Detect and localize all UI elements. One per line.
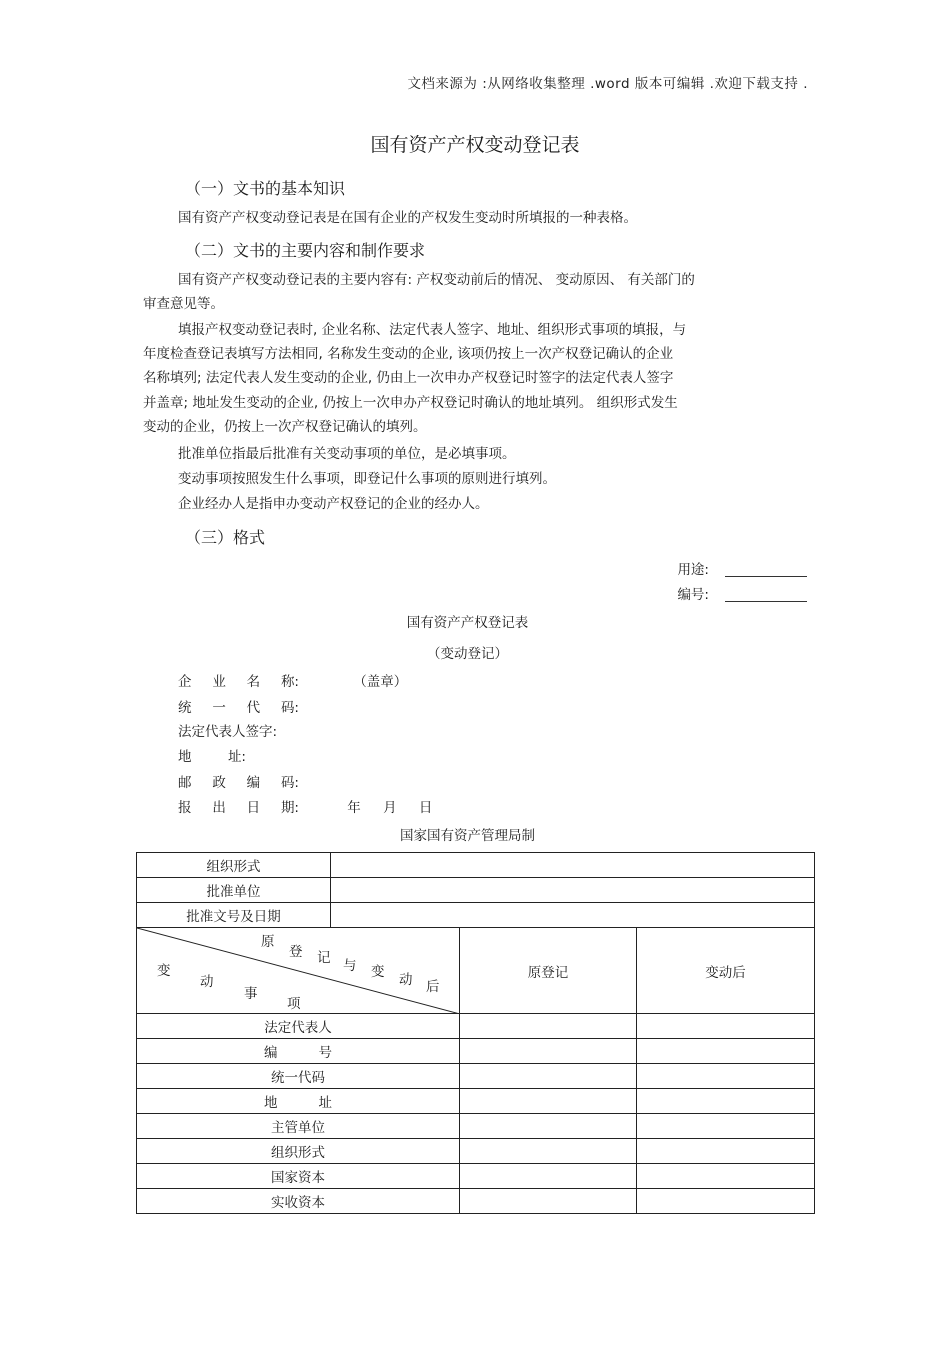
diag-top-char: 原: [261, 934, 275, 950]
section2-para2-line3: 名称填列; 法定代表人发生变动的企业, 仍由上一次申办产权登记时签字的法定代表人签字: [143, 370, 674, 386]
form-issuer: 国家国有资产管理局制: [400, 828, 535, 844]
table-row: [137, 1089, 815, 1114]
table-header-row: [137, 928, 815, 1014]
company-name-label: 企 业 名 称:: [178, 674, 299, 690]
input-cell[interactable]: [331, 853, 815, 878]
number-label: 编号:: [677, 587, 709, 603]
report-date-label: 报 出 日 期:: [178, 800, 299, 816]
usage-blank[interactable]: [725, 562, 807, 577]
legal-rep-sign-label: 法定代表人签字:: [178, 724, 278, 740]
usage-label: 用途:: [677, 562, 709, 578]
table-row: [137, 1164, 815, 1189]
item-label: 法定代表人: [137, 1014, 460, 1039]
item-label: 统一代码: [137, 1064, 460, 1089]
section2-para1-line1: 国有资产产权变动登记表的主要内容有: 产权变动前后的情况、 变动原因、 有关部门的: [178, 272, 695, 288]
original-cell[interactable]: [460, 1014, 637, 1039]
item-label: 主管单位: [137, 1114, 460, 1139]
original-cell[interactable]: [460, 1114, 637, 1139]
field-address: [178, 745, 246, 765]
page-title: 国有资产产权变动登记表: [370, 134, 580, 156]
field-report-date: [178, 796, 432, 816]
section2-para2-line4: 并盖章; 地址发生变动的企业, 仍按上一次申办产权登记时确认的地址填列。 组织形式发生: [143, 395, 678, 411]
section2-para2-line2: 年度检查登记表填写方法相同, 名称发生变动的企业, 该项仍按上一次产权登记确认的企业: [143, 346, 674, 362]
section2-para1-line2: 审查意见等。: [143, 296, 224, 312]
diag-top-char: 动: [399, 972, 413, 988]
date-day: 日: [418, 800, 433, 816]
diag-top-char: 后: [426, 979, 440, 995]
section3-heading: （三）格式: [185, 528, 266, 547]
row-label: 组织形式: [137, 853, 331, 878]
section1-text: 国有资产产权变动登记表是在国有企业的产权发生变动时所填报的一种表格。: [178, 210, 637, 226]
item-label: 国家资本: [137, 1164, 460, 1189]
form-title: 国有资产产权登记表: [406, 615, 529, 631]
item-label: 组织形式: [137, 1139, 460, 1164]
after-cell[interactable]: [637, 1189, 815, 1214]
input-cell[interactable]: [331, 903, 815, 928]
unified-code-label: 统 一 代 码:: [178, 700, 299, 716]
original-cell[interactable]: [460, 1164, 637, 1189]
date-year: 年: [347, 800, 361, 816]
section2-para2-line1: 填报产权变动登记表时, 企业名称、法定代表人签字、地址、组织形式事项的填报，与: [178, 322, 687, 338]
after-cell[interactable]: [637, 1039, 815, 1064]
after-cell[interactable]: [637, 1064, 815, 1089]
diagonal-header-cell: [137, 928, 460, 1014]
original-cell[interactable]: [460, 1189, 637, 1214]
diag-top-char: 记: [317, 950, 331, 966]
original-cell[interactable]: [460, 1039, 637, 1064]
diag-top-char: 登: [289, 944, 303, 960]
table-row: [137, 1114, 815, 1139]
section2-heading: （二）文书的主要内容和制作要求: [185, 241, 426, 260]
after-cell[interactable]: [637, 1114, 815, 1139]
field-legal-rep-sign: [178, 720, 277, 740]
field-company-name: [178, 670, 407, 690]
diag-bottom-char: 事: [244, 986, 258, 1002]
table-row: [137, 1039, 815, 1064]
table-row: [137, 1014, 815, 1039]
form-subtitle: （变动登记）: [427, 646, 508, 662]
diag-bottom-char: 动: [200, 974, 214, 990]
table-row: [137, 1139, 815, 1164]
postal-code-label: 邮 政 编 码:: [178, 775, 299, 791]
original-cell[interactable]: [460, 1089, 637, 1114]
section2-para2-line5: 变动的企业，仍按上一次产权登记确认的填列。: [143, 419, 427, 435]
after-cell[interactable]: [637, 1089, 815, 1114]
date-month: 月: [383, 800, 397, 816]
section2-para5: 企业经办人是指申办变动产权登记的企业的经办人。: [178, 496, 489, 512]
section2-para3: 批准单位指最后批准有关变动事项的单位，是必填事项。: [178, 446, 516, 462]
original-cell[interactable]: [460, 1064, 637, 1089]
diag-top-char: 与: [343, 958, 357, 974]
input-cell[interactable]: [331, 878, 815, 903]
diag-bottom-char: 项: [287, 996, 301, 1012]
field-postal-code: [178, 771, 299, 791]
number-blank[interactable]: [725, 587, 807, 602]
section2-para4: 变动事项按照发生什么事项，即登记什么事项的原则进行填列。: [178, 471, 556, 487]
item-label: 地 址: [137, 1089, 460, 1114]
after-cell[interactable]: [637, 1164, 815, 1189]
diag-bottom-char: 变: [157, 963, 171, 979]
field-unified-code: [178, 696, 299, 716]
address-label: 地 址:: [178, 749, 246, 765]
item-label: 实收资本: [137, 1189, 460, 1214]
original-cell[interactable]: [460, 1139, 637, 1164]
table-row: [137, 1189, 815, 1214]
diag-top-char: 变: [371, 964, 385, 980]
seal-note: （盖章）: [353, 674, 408, 690]
row-label: 批准文号及日期: [137, 903, 331, 928]
section1-heading: （一）文书的基本知识: [185, 179, 346, 198]
col-original-header: 原登记: [460, 928, 637, 1014]
item-label: 编 号: [137, 1039, 460, 1064]
table-row: [137, 878, 815, 903]
row-label: 批准单位: [137, 878, 331, 903]
after-cell[interactable]: [637, 1014, 815, 1039]
registration-table: [136, 852, 815, 1214]
number-field: [677, 583, 807, 603]
table-row: [137, 903, 815, 928]
col-after-header: 变动后: [637, 928, 815, 1014]
source-note: 文档来源为 :从网络收集整理 .word 版本可编辑 .欢迎下载支持 .: [407, 76, 808, 92]
table-row: [137, 1064, 815, 1089]
after-cell[interactable]: [637, 1139, 815, 1164]
usage-field: [677, 558, 807, 578]
table-row: [137, 853, 815, 878]
